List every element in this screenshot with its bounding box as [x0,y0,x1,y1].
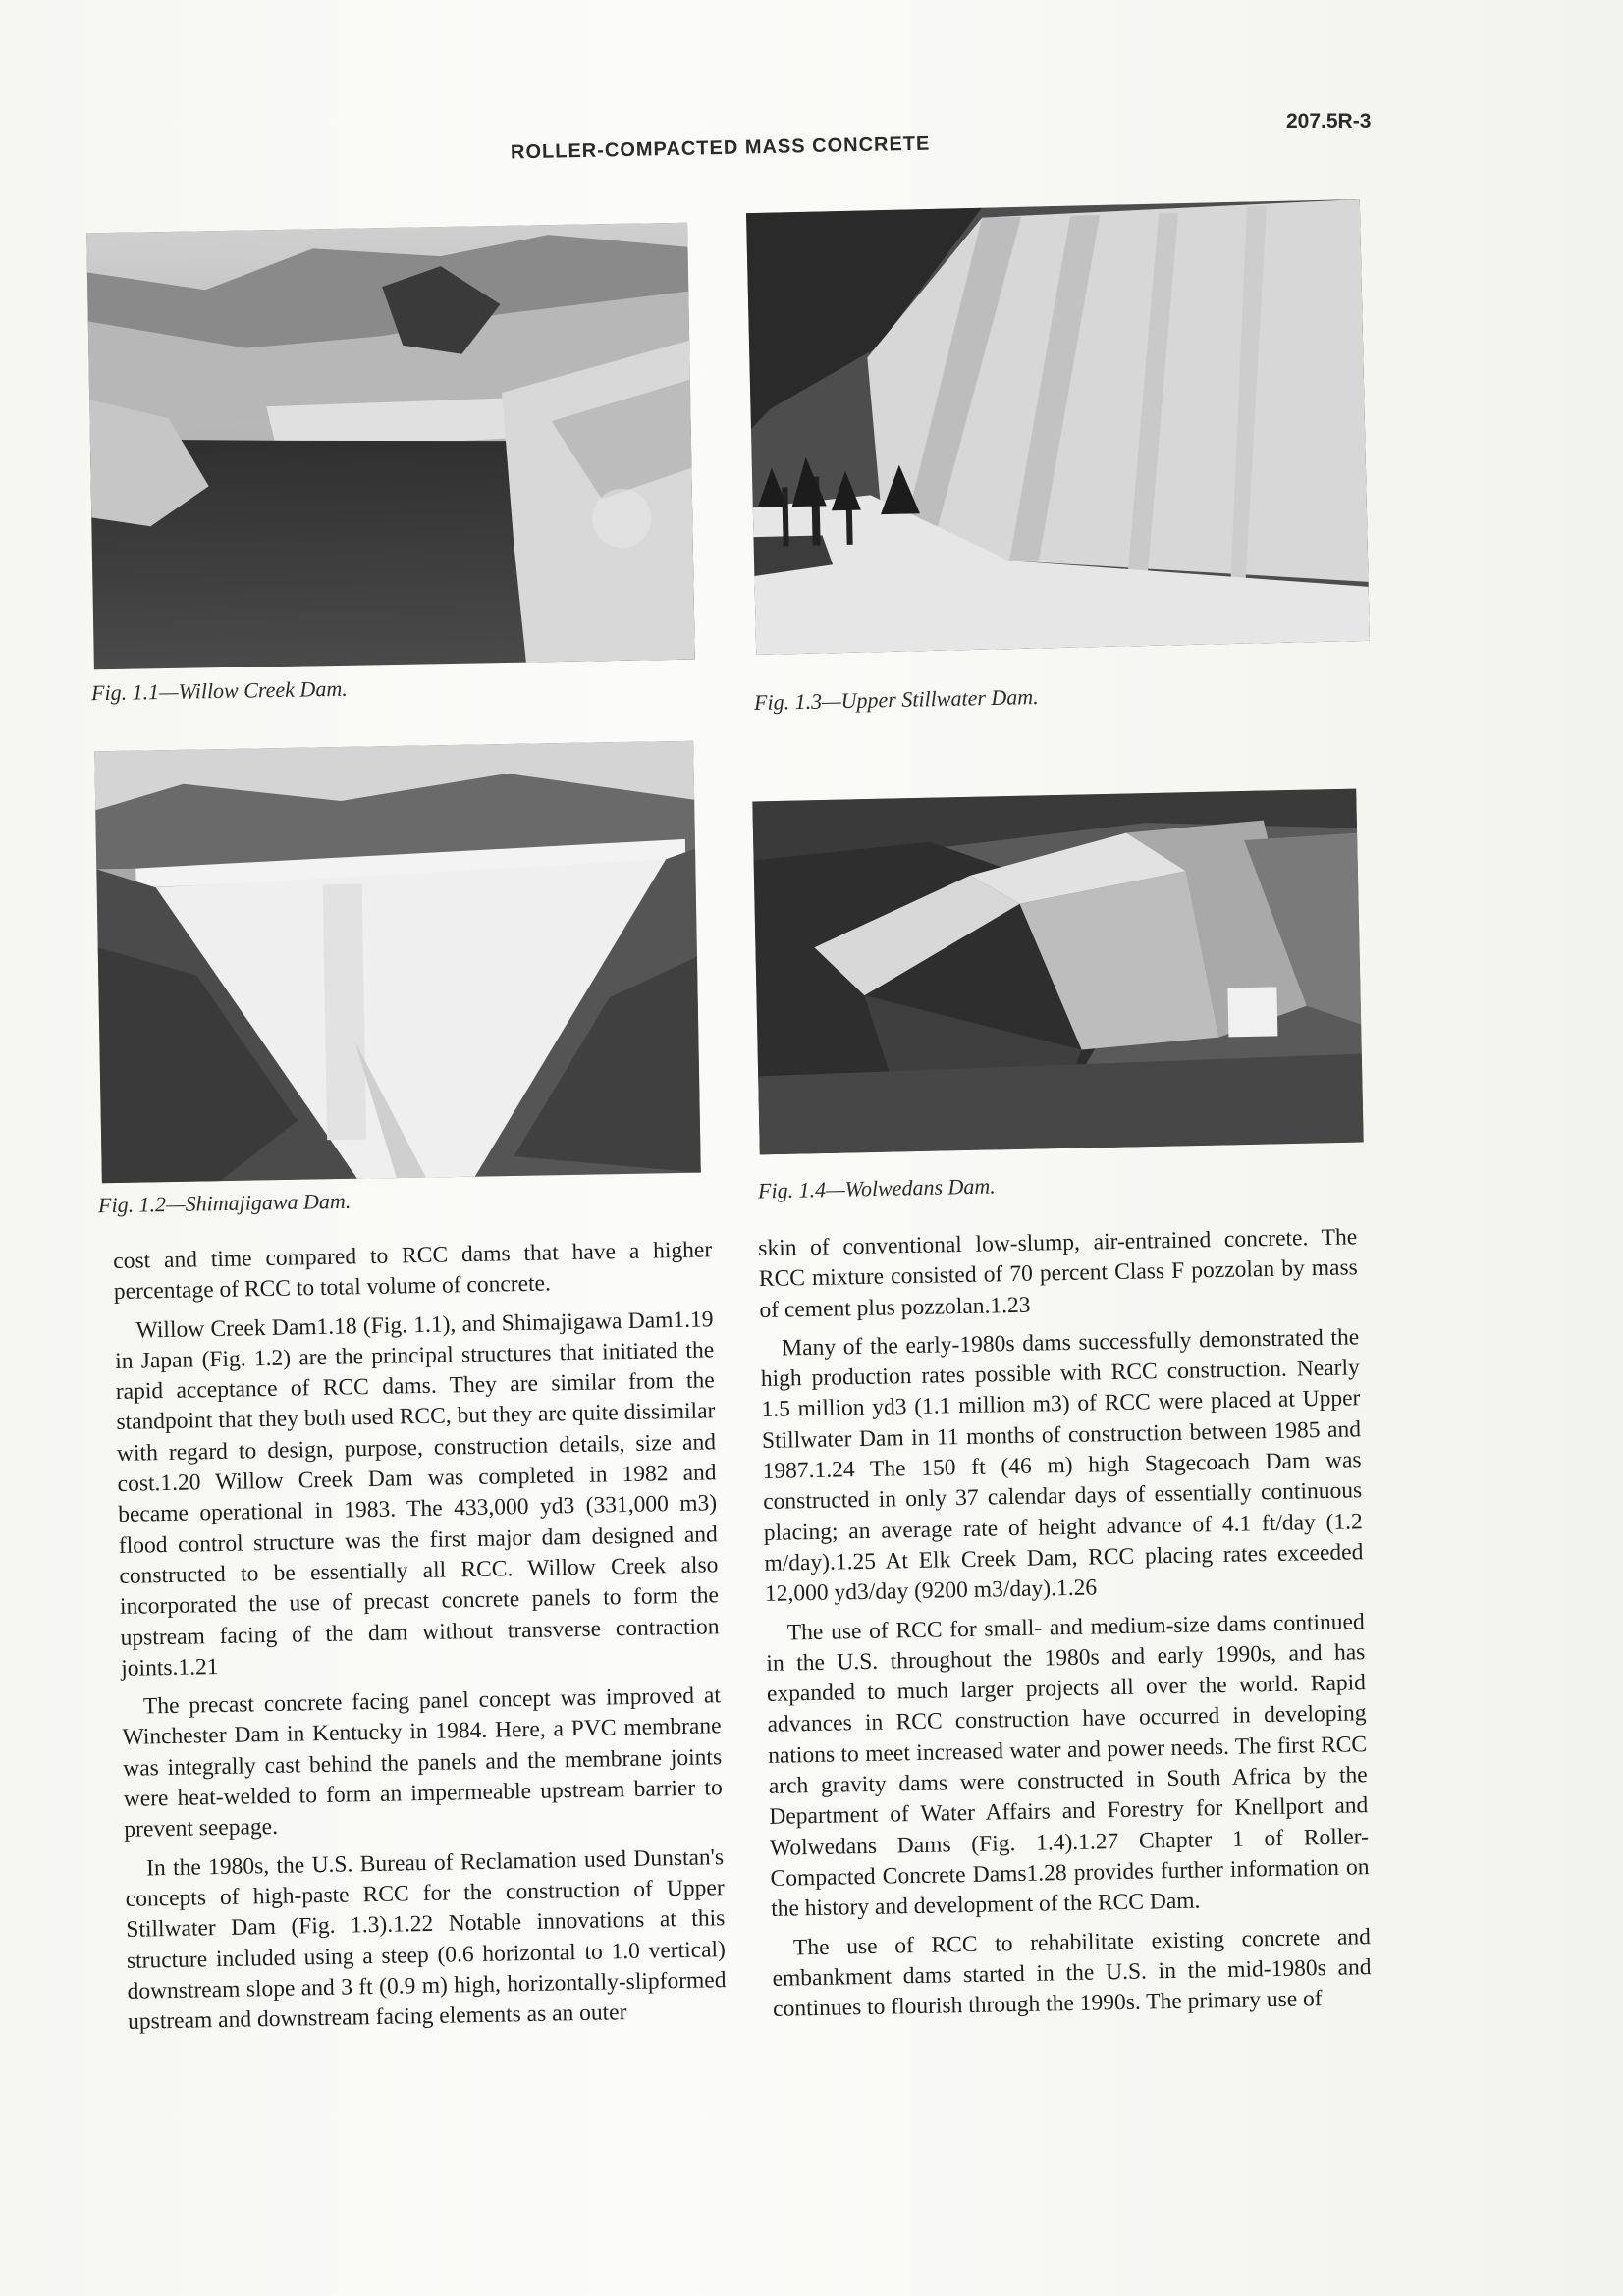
figure-caption: Fig. 1.3—Upper Stillwater Dam. [753,683,1039,716]
figure-caption: Fig. 1.2—Shimajigawa Dam. [97,1188,352,1218]
photo-shimajigawa-dam [94,741,701,1184]
photo-willow-creek-dam [86,223,695,670]
photo-upper-stillwater-image [746,199,1370,655]
running-head: ROLLER-COMPACTED MASS CONCRETE [510,133,931,164]
paragraph: The precast concrete facing panel concept was improved at Winchester Dam in Kentucky in 1984. Here, a PVC membrane was integrally cast behind the panels and the membrane joints were heat-welded to form an impermeable upstream barrier to prevent seepage. [122,1682,723,1843]
page-number: 207.5R-3 [1286,110,1372,133]
paragraph: The use of RCC for small- and medium-size dams continued in the U.S. throughout the 1980s and early 1990s, and has expanded to much larger projects all over the world. Rapid advances in RCC construction have occurred in developing nations to meet increased water and power needs. The first RCC arch gravity dams were constructed in South Africa by the Department of Water Affairs and Forestry for Knellport and Wolwedans Dams (Fig. 1.4).1.27 Chapter 1 of Roller-Compacted Concrete Dams1.28 provides further information on the history and development of the RCC Dam. [766,1608,1370,1923]
photo-wolwedans-dam [752,789,1363,1155]
right-text-column [758,1222,1372,2025]
paragraph: Many of the early-1980s dams successfully demonstrated the high production rates possible with RCC construction. Nearly 1.5 million yd3 (1.1 million m3) of RCC were placed at Upper Stillwater Dam in 11 months of construction between 1985 and 1987.1.24 The 150 ft (46 m) high Stagecoach Dam was constructed in only 37 calendar days of essentially continuous placing; an average rate of height advance of 4.1 ft/day (1.2 m/day).1.25 At Elk Creek Dam, RCC placing rates exceeded 12,000 yd3/day (9200 m3/day).1.26 [760,1324,1364,1608]
paragraph: In the 1980s, the U.S. Bureau of Reclamation used Dunstan's concepts of high-paste RCC for the construction of Upper Stillwater Dam (Fig. 1.3).1.22 Notable innovations at this structure included using a steep (0.6 horizontal to 1.0 vertical) downstream slope and 3 ft (0.9 m) high, horizontally-slipformed upstream and downstream facing elements as an outer [125,1843,727,2035]
left-text-column [113,1235,727,2038]
photo-upper-stillwater-dam [746,199,1370,655]
paragraph: cost and time compared to RCC dams that have a higher percentage of RCC to total volume of concrete. [113,1237,713,1306]
paragraph: The use of RCC to rehabilitate existing concrete and embankment dams started in the U.S. in the mid-1980s and continues to flourish through the 1990s. The primary use of [772,1923,1372,2022]
paragraph: skin of conventional low-slump, air-entrained concrete. The RCC mixture consisted of 70 percent Class F pozzolan by mass of cement plus pozzolan.1.23 [758,1224,1359,1323]
figure-caption: Fig. 1.4—Wolwedans Dam. [757,1173,997,1203]
photo-willow-creek-image [86,223,695,670]
figure-caption: Fig. 1.1—Willow Creek Dam. [90,675,348,706]
paragraph: Willow Creek Dam1.18 (Fig. 1.1), and Shimajigawa Dam1.19 in Japan (Fig. 1.2) are the principal structures that initiated the rapid acceptance of RCC dams. They are similar from the standpoint that they both used RCC, but they are quite dissimilar with regard to design, purpose, construction details, size and cost.1.20 Willow Creek Dam was completed in 1982 and became operational in 1983. The 433,000 yd3 (331,000 m3) flood control structure was the first major dam designed and constructed to be essentially all RCC. Willow Creek also incorporated the use of precast concrete panels to form the upstream facing of the dam without transverse contraction joints.1.21 [114,1306,720,1682]
photo-shimajigawa-image [94,741,701,1184]
photo-wolwedans-image [752,789,1363,1155]
